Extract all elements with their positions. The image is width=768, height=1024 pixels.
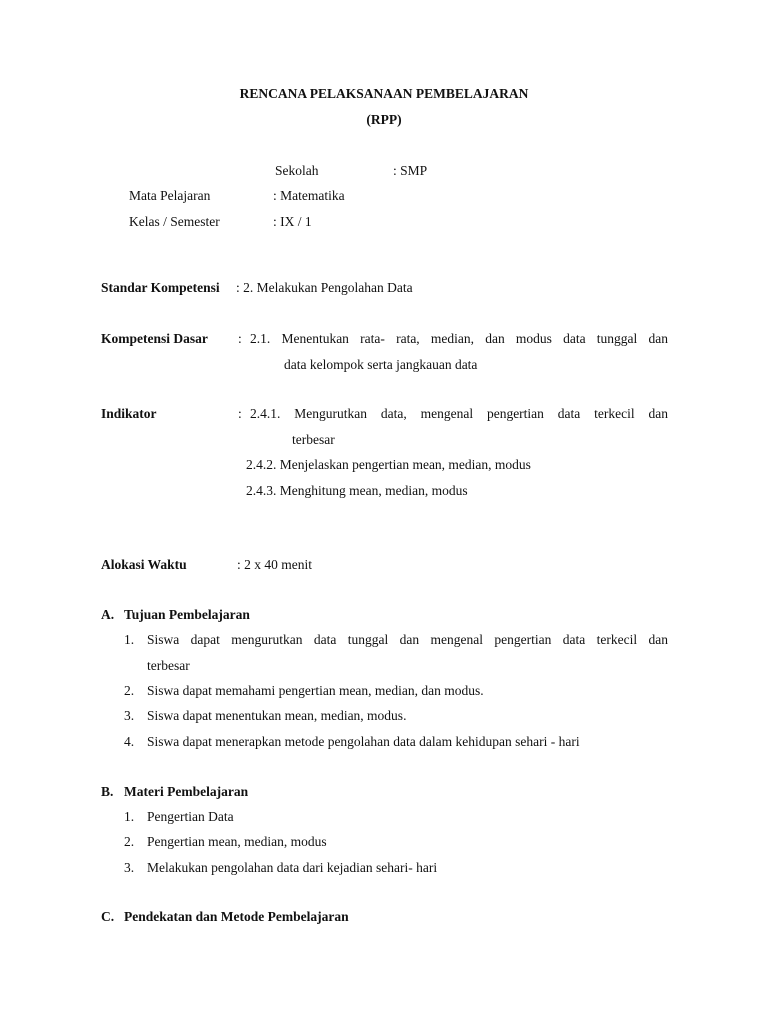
section-b-heading: Materi Pembelajaran (124, 784, 249, 799)
section-a-item-4-num: 4. (124, 734, 135, 749)
section-a-item-4: Siswa dapat menerapkan metode pengolahan data dalam kehidupan sehari - hari (147, 734, 580, 749)
indikator-item-3: 2.4.3. Menghitung mean, median, modus (246, 483, 468, 498)
section-b-item-1: Pengertian Data (147, 809, 234, 824)
section-b-item-3-num: 3. (124, 860, 135, 875)
section-a-item-3: Siswa dapat menentukan mean, median, modus. (147, 708, 407, 723)
section-a-item-2-num: 2. (124, 683, 135, 698)
school-value: : SMP (393, 163, 428, 178)
standar-value: : 2. Melakukan Pengolahan Data (236, 280, 413, 295)
section-c-letter: C. (101, 909, 115, 924)
indikator-colon: : (238, 406, 242, 421)
section-b-item-2-num: 2. (124, 834, 135, 849)
section-a-item-1-line-1: Siswa dapat mengurutkan data tunggal dan mengenal pengertian data terkecil dan (147, 632, 668, 647)
alokasi-value: : 2 x 40 menit (237, 557, 312, 572)
school-label: Sekolah (275, 163, 319, 178)
section-a-item-1-num: 1. (124, 632, 135, 647)
section-b-item-2: Pengertian mean, median, modus (147, 834, 327, 849)
indikator-label: Indikator (101, 406, 157, 421)
standar-label: Standar Kompetensi (101, 280, 220, 295)
section-b-letter: B. (101, 784, 114, 799)
subject-value: : Matematika (273, 188, 345, 203)
kompetensi-line-1: 2.1. Menentukan rata- rata, median, dan modus data tunggal dan (250, 331, 668, 346)
kompetensi-label: Kompetensi Dasar (101, 331, 208, 346)
indikator-item-1-line-1: 2.4.1. Mengurutkan data, mengenal pengertian data terkecil dan (250, 406, 668, 421)
subject-label: Mata Pelajaran (129, 188, 211, 203)
document-subtitle: (RPP) (366, 112, 402, 127)
kompetensi-line-2: data kelompok serta jangkauan data (284, 357, 478, 372)
section-b-item-1-num: 1. (124, 809, 135, 824)
kompetensi-colon: : (238, 331, 242, 346)
class-label: Kelas / Semester (129, 214, 220, 229)
section-a-letter: A. (101, 607, 115, 622)
indikator-item-2: 2.4.2. Menjelaskan pengertian mean, median, modus (246, 457, 531, 472)
alokasi-label: Alokasi Waktu (101, 557, 187, 572)
section-a-item-1-line-2: terbesar (147, 658, 190, 673)
section-a-heading: Tujuan Pembelajaran (124, 607, 250, 622)
document-title: RENCANA PELAKSANAAN PEMBELAJARAN (239, 86, 529, 101)
section-a-item-3-num: 3. (124, 708, 135, 723)
indikator-item-1-line-2: terbesar (292, 432, 335, 447)
section-a-item-2: Siswa dapat memahami pengertian mean, median, dan modus. (147, 683, 484, 698)
class-value: : IX / 1 (273, 214, 312, 229)
section-b-item-3: Melakukan pengolahan data dari kejadian sehari- hari (147, 860, 438, 875)
section-c-heading: Pendekatan dan Metode Pembelajaran (124, 909, 349, 924)
